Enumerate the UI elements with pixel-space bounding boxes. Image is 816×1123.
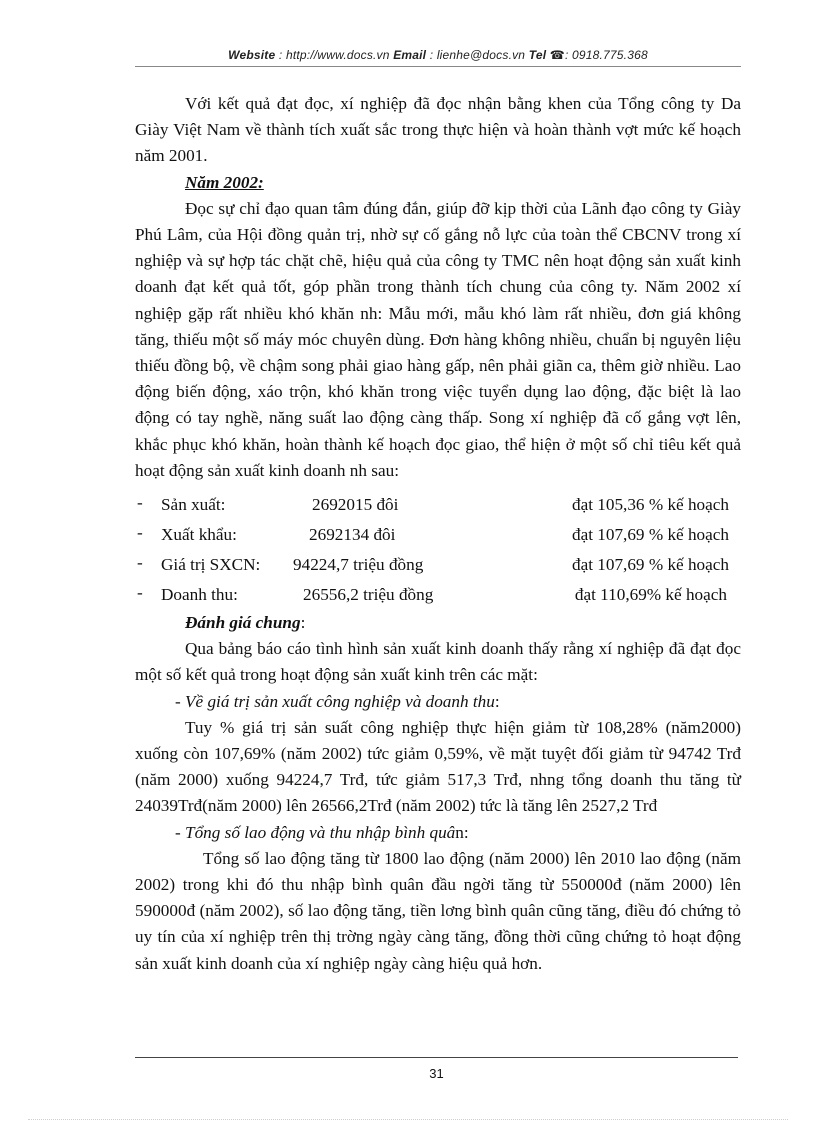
indicator-label: Sản xuất: <box>161 495 226 515</box>
footer-divider <box>135 1057 738 1058</box>
indicator-result: đạt 107,69 % kế hoạch <box>571 555 729 575</box>
indicator-label: Giá trị SXCN: <box>161 555 261 575</box>
subheading-labor-text: - Tổng số lao động và thu nhập bình quâ <box>175 822 456 842</box>
paragraph-2002: Đọc sự chỉ đạo quan tâm đúng đắn, giúp đỡ kịp thời của Lãnh đạo công ty Giày Phú Lâm, của Hội đồng quản trị, nhờ sự cố gắng nỗ lực của toàn thể CBCNV trong xí nghiệp và sự hợp tác chặt chẽ, hiệu quả của công ty TMC nên hoạt động sản xuất kinh doanh đạt kết quả tốt, góp phần trong thành tích chung của công ty. Năm 2002 xí nghiệp gặp rất nhiều khó khăn nh: Mẫu mới, mẫu khó làm rất nhiều, đơn giá không tăng, thiếu một số máy móc chuyên dùng. Đơn hàng không nhiều, chuẩn bị nguyên liệu thiếu đồng bộ, về chậm song phải giao hàng gấp, nên phải giãn ca, thêm giờ nhiều. Lao động biến động, xáo trộn, khó khăn trong việc tuyển dụng lao động, đặc biệt là lao động có tay nghề, năng suất lao động càng thấp. Song xí nghiệp đã cố gắng vợt lên, khắc phục khó khăn, hoàn thành kế hoạch đọc giao, thể hiện ở một số chỉ tiêu kết quả hoạt động sản xuất kinh doanh nh sau: <box>135 198 741 480</box>
heading-overall-text: Đánh giá chung <box>185 613 301 633</box>
indicator-label: Xuất khẩu: <box>161 525 237 545</box>
indicator-quantity: 2692015 đôi <box>312 495 399 515</box>
heading-overall-colon: : <box>300 613 306 633</box>
indicator-list <box>135 490 741 610</box>
subheading-production-colon: : <box>494 691 500 711</box>
indicator-row <box>135 490 741 520</box>
page-number: 31 <box>429 1066 444 1081</box>
bullet-dash: - <box>137 553 143 573</box>
header-divider <box>135 66 741 67</box>
page-bottom-border <box>28 1119 788 1120</box>
website-url[interactable]: : http://www.docs.vn <box>278 48 390 62</box>
indicator-row <box>135 520 741 550</box>
subheading-labor-tail: n: <box>455 822 469 842</box>
page-header <box>135 48 741 62</box>
email-address[interactable]: : lienhe@docs.vn <box>429 48 526 62</box>
indicator-result: đạt 105,36 % kế hoạch <box>571 495 729 515</box>
paragraph-overall: Qua bảng báo cáo tình hình sản xuất kinh doanh thấy rằng xí nghiệp đã đạt đọc một số kết quả trong hoạt động sản xuất kinh trên các mặt: <box>135 639 741 685</box>
indicator-quantity: 94224,7 triệu đồng <box>293 555 424 575</box>
subheading-production-value <box>135 689 741 715</box>
bullet-dash: - <box>137 493 143 513</box>
indicator-label: Doanh thu: <box>161 585 238 605</box>
bullet-dash: - <box>137 583 143 603</box>
indicator-result: đạt 110,69% kế hoạch <box>574 585 727 605</box>
indicator-quantity: 26556,2 triệu đồng <box>303 585 434 605</box>
tel-number: : 0918.775.368 <box>564 48 648 62</box>
paragraph-result-2001: Với kết quả đạt đọc, xí nghiệp đã đọc nhận bằng khen của Tổng công ty Da Giày Việt Nam về thành tích xuất sắc trong thực hiện và hoàn thành vợt mức kế hoạch năm 2001. <box>135 94 741 166</box>
section-heading-overall <box>135 610 741 636</box>
bullet-dash: - <box>137 523 143 543</box>
indicator-quantity: 2692134 đôi <box>309 525 396 545</box>
subheading-production-text: - Về giá trị sản xuất công nghiệp và doanh thu <box>175 691 495 711</box>
document-body <box>135 91 741 977</box>
indicator-row <box>135 580 741 610</box>
tel-label: Tel <box>528 48 547 62</box>
paragraph-labor: Tổng số lao động tăng từ 1800 lao động (năm 2000) lên 2010 lao động (năm 2002) trong khi đó thu nhập bình quân đầu ngời tăng từ 550000đ (năm 2000) lên 590000đ (năm 2002), số lao động tăng, tiền lơng bình quân cũng tăng, điều đó chứng tỏ uy tín của xí nghiệp trên thị trờng ngày càng tăng, đồng thời cũng chứng tỏ hoạt động sản xuất kinh doanh của xí nghiệp ngày càng hiệu quả hơn. <box>135 848 741 973</box>
subheading-labor <box>135 820 741 846</box>
email-label: Email <box>393 48 427 62</box>
indicator-result: đạt 107,69 % kế hoạch <box>571 525 729 545</box>
section-heading-2002: Năm 2002: <box>185 172 264 192</box>
website-label: Website <box>228 48 276 62</box>
phone-icon: ☎ <box>549 48 565 62</box>
paragraph-production-value: Tuy % giá trị sản suất công nghiệp thực hiện giảm từ 108,28% (năm2000) xuống còn 107,69% (năm 2002) tức giảm 0,59%, về mặt tuyệt đối giảm từ 94742 Trđ (năm 2000) xuống 94224,7 Trđ, tức giảm 517,3 Trđ, nhng tổng doanh thu tăng từ 24039Trđ(năm 2000) lên 26566,2Trđ (năm 2002) tức là tăng lên 2527,2 Trđ <box>135 717 741 816</box>
indicator-row <box>135 550 741 580</box>
